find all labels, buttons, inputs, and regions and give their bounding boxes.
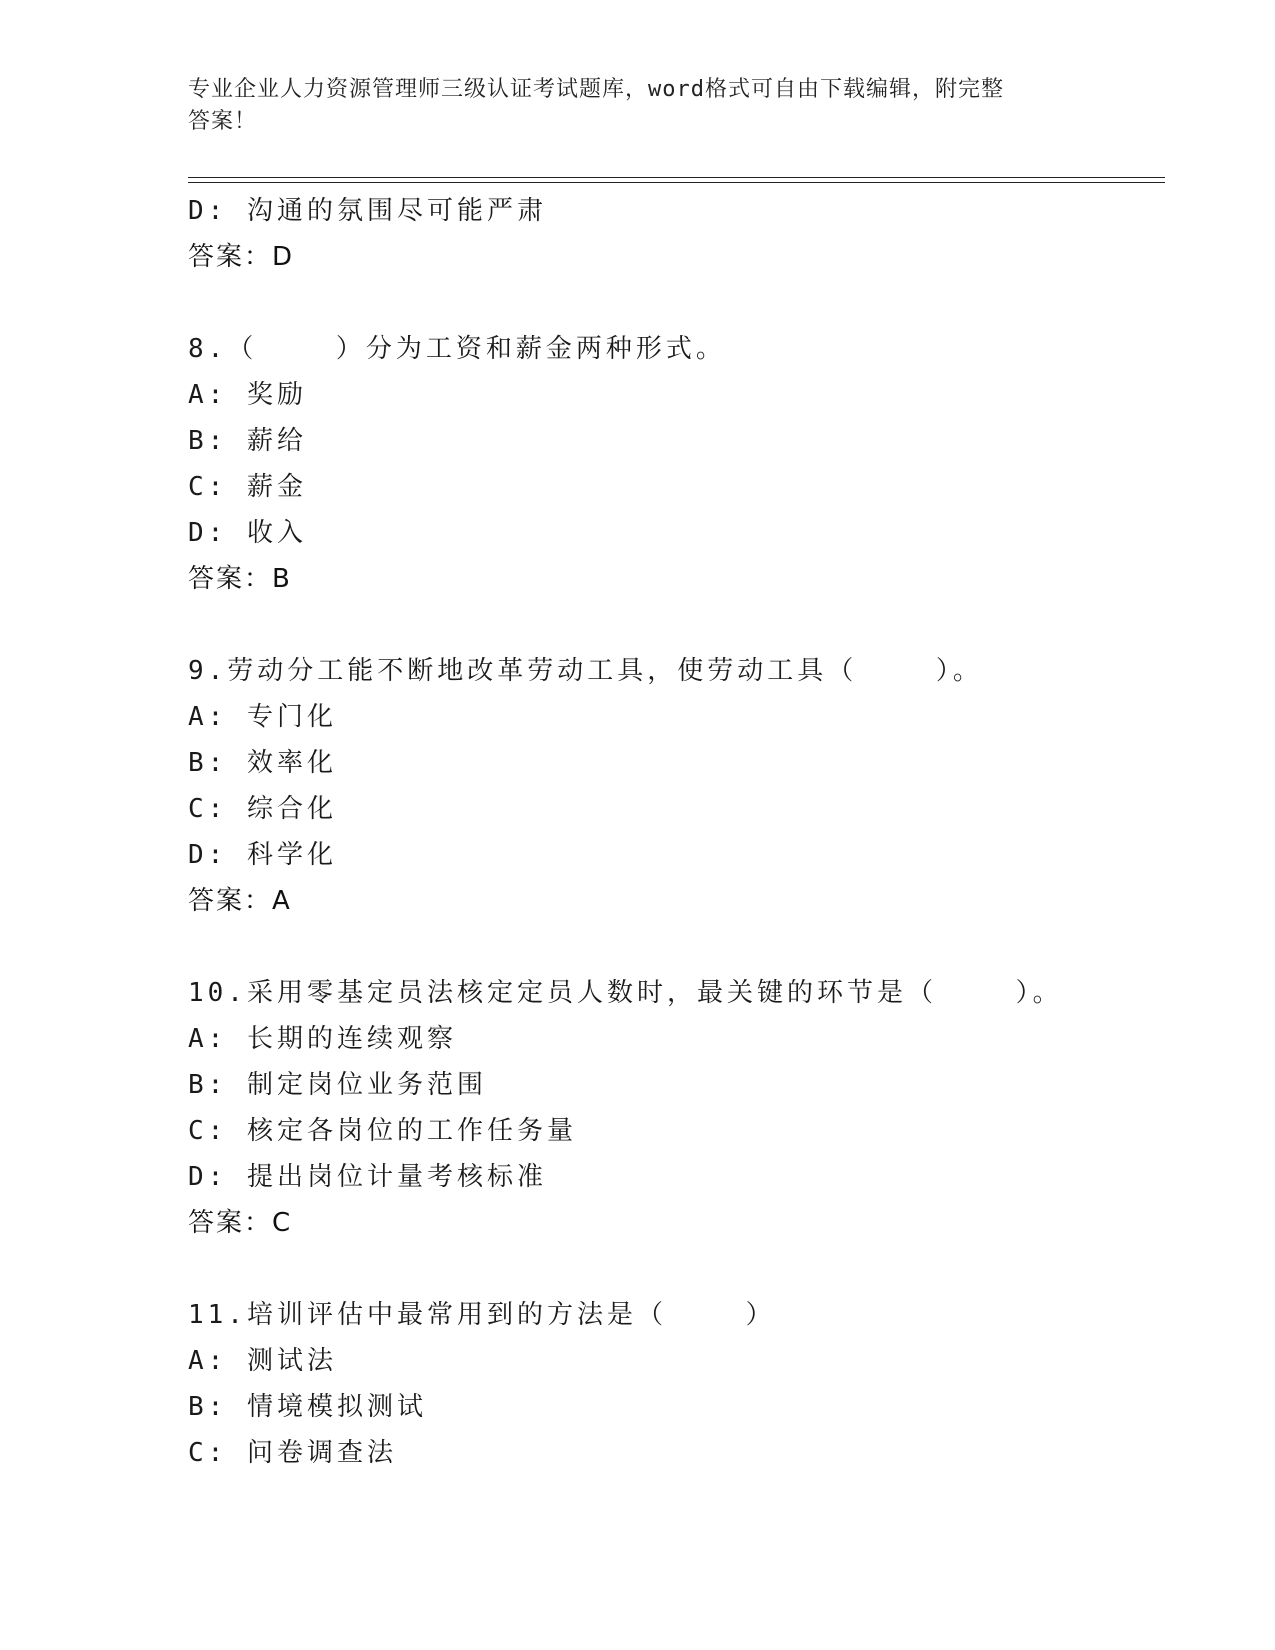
option-d: D: 科学化 [188, 840, 337, 870]
option-b: B: 制定岗位业务范围 [188, 1070, 487, 1100]
option-b: B: 薪给 [188, 426, 307, 456]
option-b: B: 情境模拟测试 [188, 1392, 427, 1422]
option-c: C: 综合化 [188, 794, 337, 824]
option-d: D: 沟通的氛围尽可能严肃 [188, 196, 547, 226]
question-11 [188, 1292, 1165, 1476]
answer-line: 答案：A [188, 886, 292, 916]
spacer [188, 280, 1165, 326]
question-8 [188, 326, 1165, 602]
question-10 [188, 970, 1165, 1246]
option-c: C: 薪金 [188, 472, 307, 502]
option-a: A: 专门化 [188, 702, 337, 732]
option-c: C: 核定各岗位的工作任务量 [188, 1116, 577, 1146]
answer-line: 答案：B [188, 564, 292, 594]
document-header [188, 74, 1088, 138]
option-a: A: 长期的连续观察 [188, 1024, 457, 1054]
option-d: D: 收入 [188, 518, 307, 548]
header-divider-top [188, 177, 1165, 178]
spacer [188, 602, 1165, 648]
header-divider-bottom [188, 182, 1165, 183]
question-stem: 10.采用零基定员法核定定员人数时，最关键的环节是（ ）。 [188, 978, 1063, 1008]
header-line-2: 答案！ [188, 109, 258, 134]
question-stem: 9.劳动分工能不断地改革劳动工具，使劳动工具（ ）。 [188, 656, 983, 686]
question-9 [188, 648, 1165, 924]
spacer [188, 924, 1165, 970]
answer-line: 答案：C [188, 1208, 293, 1238]
header-line-1: 专业企业人力资源管理师三级认证考试题库，word格式可自由下载编辑，附完整 [188, 77, 1004, 102]
spacer [188, 1246, 1165, 1292]
option-c: C: 问卷调查法 [188, 1438, 397, 1468]
question-stem: 8.（ ）分为工资和薪金两种形式。 [188, 334, 726, 364]
option-b: B: 效率化 [188, 748, 337, 778]
option-a: A: 测试法 [188, 1346, 337, 1376]
option-d: D: 提出岗位计量考核标准 [188, 1162, 547, 1192]
option-a: A: 奖励 [188, 380, 307, 410]
question-list [188, 188, 1165, 1476]
answer-line: 答案：D [188, 242, 295, 272]
question-stem: 11.培训评估中最常用到的方法是（ ） [188, 1300, 776, 1330]
